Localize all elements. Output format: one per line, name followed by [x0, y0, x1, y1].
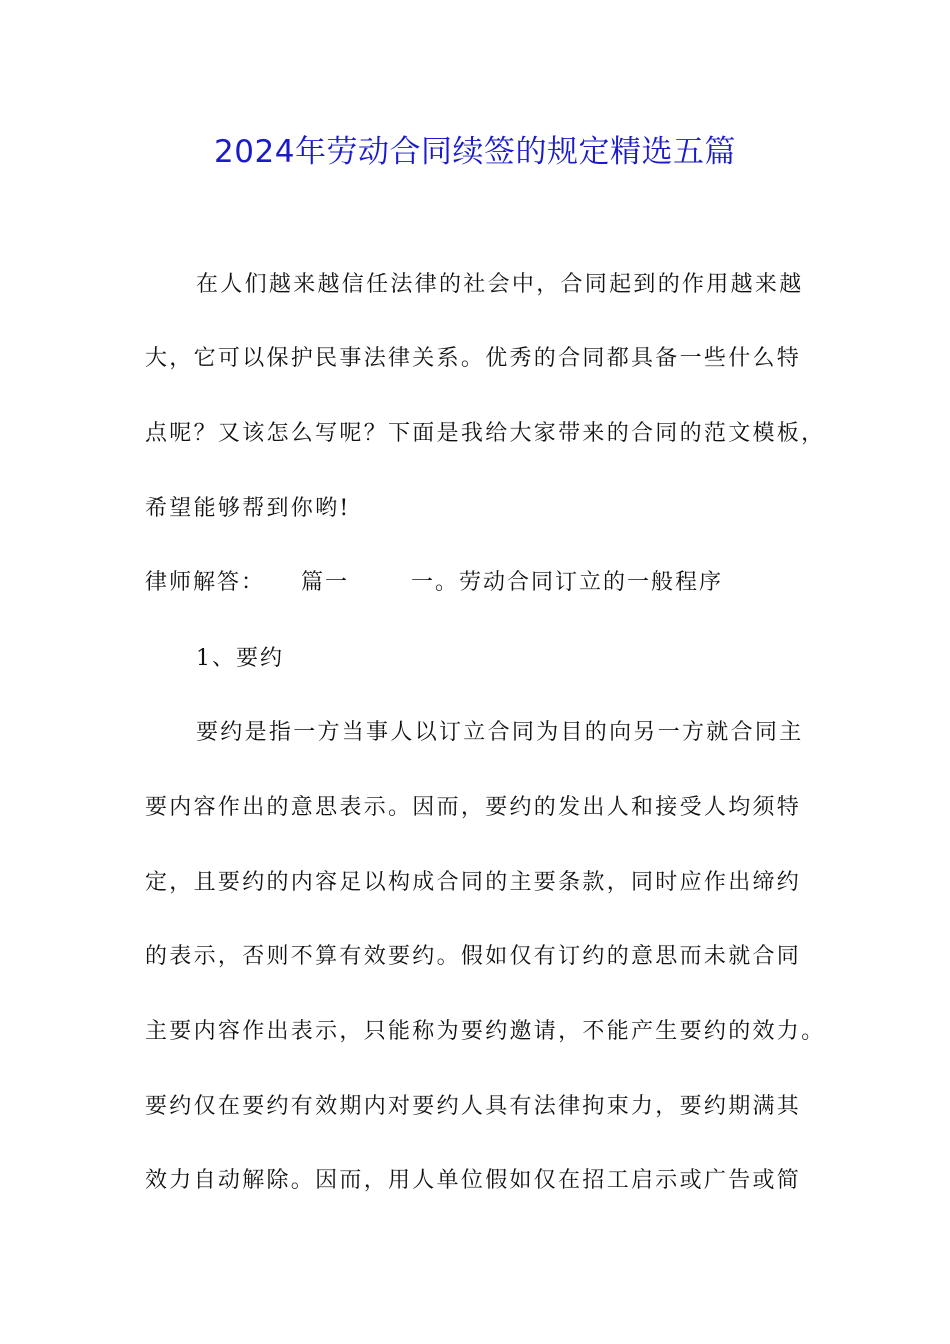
- item-title: 1、要约: [196, 646, 284, 671]
- heading-label: 律师解答：: [145, 570, 266, 595]
- body-line-7: 效力自动解除。因而，用人单位假如仅在招工启示或广告或简: [145, 1168, 802, 1193]
- body-line-4: 的表示，否则不算有效要约。假如仅有订约的意思而未就合同: [145, 944, 802, 969]
- body-line-5: 主要内容作出表示，只能称为要约邀请，不能产生要约的效力。: [145, 1019, 826, 1044]
- body-line-1: 要约是指一方当事人以订立合同为目的向另一方就合同主: [196, 720, 804, 745]
- body-line-3: 定，且要约的内容足以构成合同的主要条款，同时应作出缔约: [145, 870, 802, 895]
- section-heading: [145, 568, 723, 598]
- document-title: 2024年劳动合同续签的规定精选五篇: [214, 134, 736, 170]
- heading-part: 篇一: [301, 570, 350, 595]
- body-line-2: 要内容作出的意思表示。因而，要约的发出人和接受人均须特: [145, 795, 802, 820]
- intro-line-1: 在人们越来越信任法律的社会中，合同起到的作用越来越: [196, 272, 804, 297]
- intro-line-4: 希望能够帮到你哟!: [145, 496, 351, 521]
- heading-section: 一。劳动合同订立的一般程序: [411, 570, 724, 595]
- intro-line-2: 大，它可以保护民事法律关系。优秀的合同都具备一些什么特: [145, 346, 802, 371]
- intro-line-3: 点呢？又该怎么写呢？下面是我给大家带来的合同的范文模板，: [145, 421, 826, 446]
- body-line-6: 要约仅在要约有效期内对要约人具有法律拘束力，要约期满其: [145, 1094, 802, 1119]
